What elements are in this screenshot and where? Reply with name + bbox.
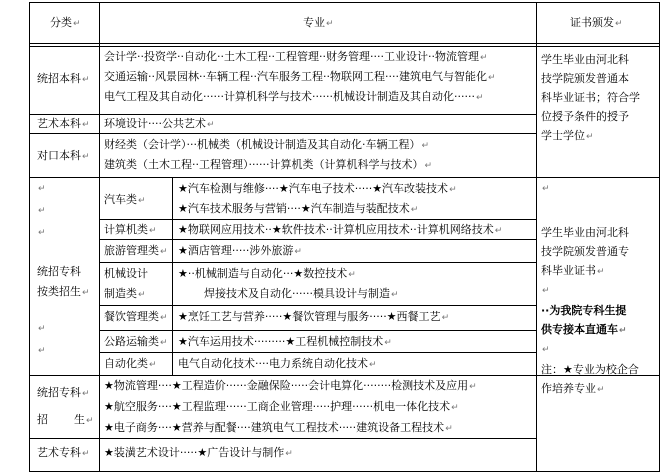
subcat-lvyou: 旅游管理类↵: [104, 244, 168, 257]
zidonghua-line-1: 电气自动化技术····电力系统自动化技术↵: [178, 357, 377, 370]
subrow-line-3: [99, 262, 537, 263]
zhuanke-cert-line-1: 学生毕业由河北科: [541, 226, 629, 239]
zhuanke-cert-bold-1: ··为我院专科生提: [541, 304, 627, 317]
label-zhuanke-anlei-2: 按类招生↵: [37, 285, 90, 298]
header-major: 专业↵: [303, 16, 334, 29]
lvyou-line-1: ★酒店管理·····涉外旅游↵: [178, 244, 302, 257]
anlei-paragraph-mark-4: ↵: [38, 324, 46, 334]
benke-line-3: 电气工程及其自动化······计算机科学与技术······机械设计制造及其自动化······↵: [104, 90, 484, 103]
subcat-qiche: 汽车类↵: [104, 193, 146, 206]
subrow-line-4: [99, 305, 537, 306]
label-tongzhao-zhuanke-1: 统招专科↵: [37, 386, 90, 399]
subcat-jisuanji: 计算机类↵: [104, 223, 157, 236]
benke-cert-line-3: 科毕业证书；符合学: [541, 91, 640, 104]
label-zhuanke-anlei-1: 统招专科: [37, 265, 81, 278]
label-tongzhao-zhuanke-2: 招 生↵: [37, 413, 94, 426]
label-yishu-benke: 艺术本科↵: [37, 117, 90, 130]
zhuanke-line-1: ★物流管理····★工程造价······金融保险·····会计电算化········检测技术及应用↵: [104, 379, 477, 392]
jixie-line-2: 焊接技术及自动化······模具设计与制造↵: [204, 287, 399, 300]
gonglu-line-1: ★汽车运用技术·········★工程机械控制技术↵: [178, 335, 392, 348]
zhuanke-note-line-2: 作培养专业↵: [541, 382, 605, 395]
header-rule-1: [29, 43, 660, 44]
zhuanke-cert-blank-line-2: ↵: [542, 345, 550, 355]
zhuanke-cert-bold-2: 供专接本直通车↵: [541, 323, 627, 336]
subcat-jixie-2: 制造类↵: [104, 287, 146, 300]
table-border-left: [29, 2, 30, 472]
zhuanke-certificate: [541, 223, 639, 400]
anlei-paragraph-mark-5: ↵: [38, 346, 46, 356]
benke-cert-line-2: 技学院颁发普通本: [541, 72, 629, 85]
zhuanke-cert-line-3: 科毕业证书↵: [541, 264, 605, 277]
benke-line-1: 会计学··投资学··自动化··土木工程··工程管理··财务管理····工业设计··物流管理↵: [104, 50, 488, 63]
label-tongzhao-benke: 统招本科↵: [37, 72, 90, 85]
subcat-gonglu: 公路运输类↵: [104, 335, 168, 348]
label-duikou-benke: 对口本科↵: [37, 149, 90, 162]
subrow-line-5: [99, 330, 537, 331]
header-certificate: 证书颁发↵: [570, 16, 623, 29]
row-line-duikou: [29, 177, 660, 178]
col-divider-right: [536, 2, 537, 472]
header-category: 分类↵: [50, 16, 81, 29]
zhuanke-line-3: ★电子商务····★营养与配餐····建筑电气工程技术·····建筑设备工程技术↵: [104, 421, 453, 434]
label-yishu-zhuanke: 艺术专科↵: [37, 446, 90, 459]
zhuanke-cert-blank-line: ↵: [542, 286, 550, 296]
anlei-paragraph-mark-3: ↵: [38, 228, 46, 238]
table-border-top: [29, 2, 660, 3]
jisuanji-line-1: ★物联网应用技术··★软件技术··计算机应用技术··计算机网络技术↵: [178, 223, 503, 236]
duikou-line-2: 建筑类（土木工程··工程管理）······计算机类（计算机科学与技术）↵: [104, 158, 433, 171]
table-border-bottom: [29, 471, 660, 472]
benke-cert-line-1: 学生毕业由河北科: [541, 53, 629, 66]
qiche-line-2: ★汽车技术服务与营销····★汽车制造与装配技术↵: [178, 202, 419, 215]
benke-cert-line-4: 位授予条件的授予: [541, 110, 629, 123]
benke-certificate: [541, 50, 640, 147]
zhuanke-cert-line-2: 技学院颁发普通专: [541, 245, 629, 258]
zhuanke-note-line-1: 注：★专业为校企合: [541, 363, 639, 376]
subcat-canyin: 餐饮管理类↵: [104, 310, 168, 323]
anlei-paragraph-mark-1: ↵: [38, 184, 46, 194]
anlei-cert-paragraph-mark: ↵: [542, 184, 550, 194]
duikou-line-1: 财经类（会计学）···机械类（机械设计制造及其自动化·车辆工程）↵: [104, 138, 430, 151]
subcat-jixie-1: 机械设计: [104, 267, 148, 280]
subcategory-divider: [172, 177, 173, 375]
benke-line-2: 交通运输··风景园林··车辆工程··汽车服务工程··物联网工程····建筑电气与智能化↵: [104, 70, 496, 83]
canyin-line-1: ★烹饪工艺与营养·····★餐饮管理与服务·····★西餐工艺↵: [178, 310, 450, 323]
subcat-zidonghua: 自动化类↵: [104, 357, 157, 370]
qiche-line-1: ★汽车检测与维修····★汽车电子技术·····★汽车改装技术↵: [178, 182, 457, 195]
anlei-paragraph-mark-2: ↵: [38, 206, 46, 216]
jixie-line-1: ★··机械制造与自动化···★数控技术↵: [178, 267, 356, 280]
zhuanke-line-2: ★航空服务····★工程监理······工商企业管理·····护理······机电一体化技术↵: [104, 400, 459, 413]
table-border-right: [659, 2, 660, 472]
benke-cert-line-5: 学士学位↵: [541, 129, 594, 142]
col-divider-left: [99, 2, 100, 472]
yishu-zhuanke-line-1: ★装潢艺术设计·····★广告设计与制作↵: [104, 446, 293, 459]
yishu-benke-line-1: 环境设计····公共艺术↵: [104, 117, 215, 130]
